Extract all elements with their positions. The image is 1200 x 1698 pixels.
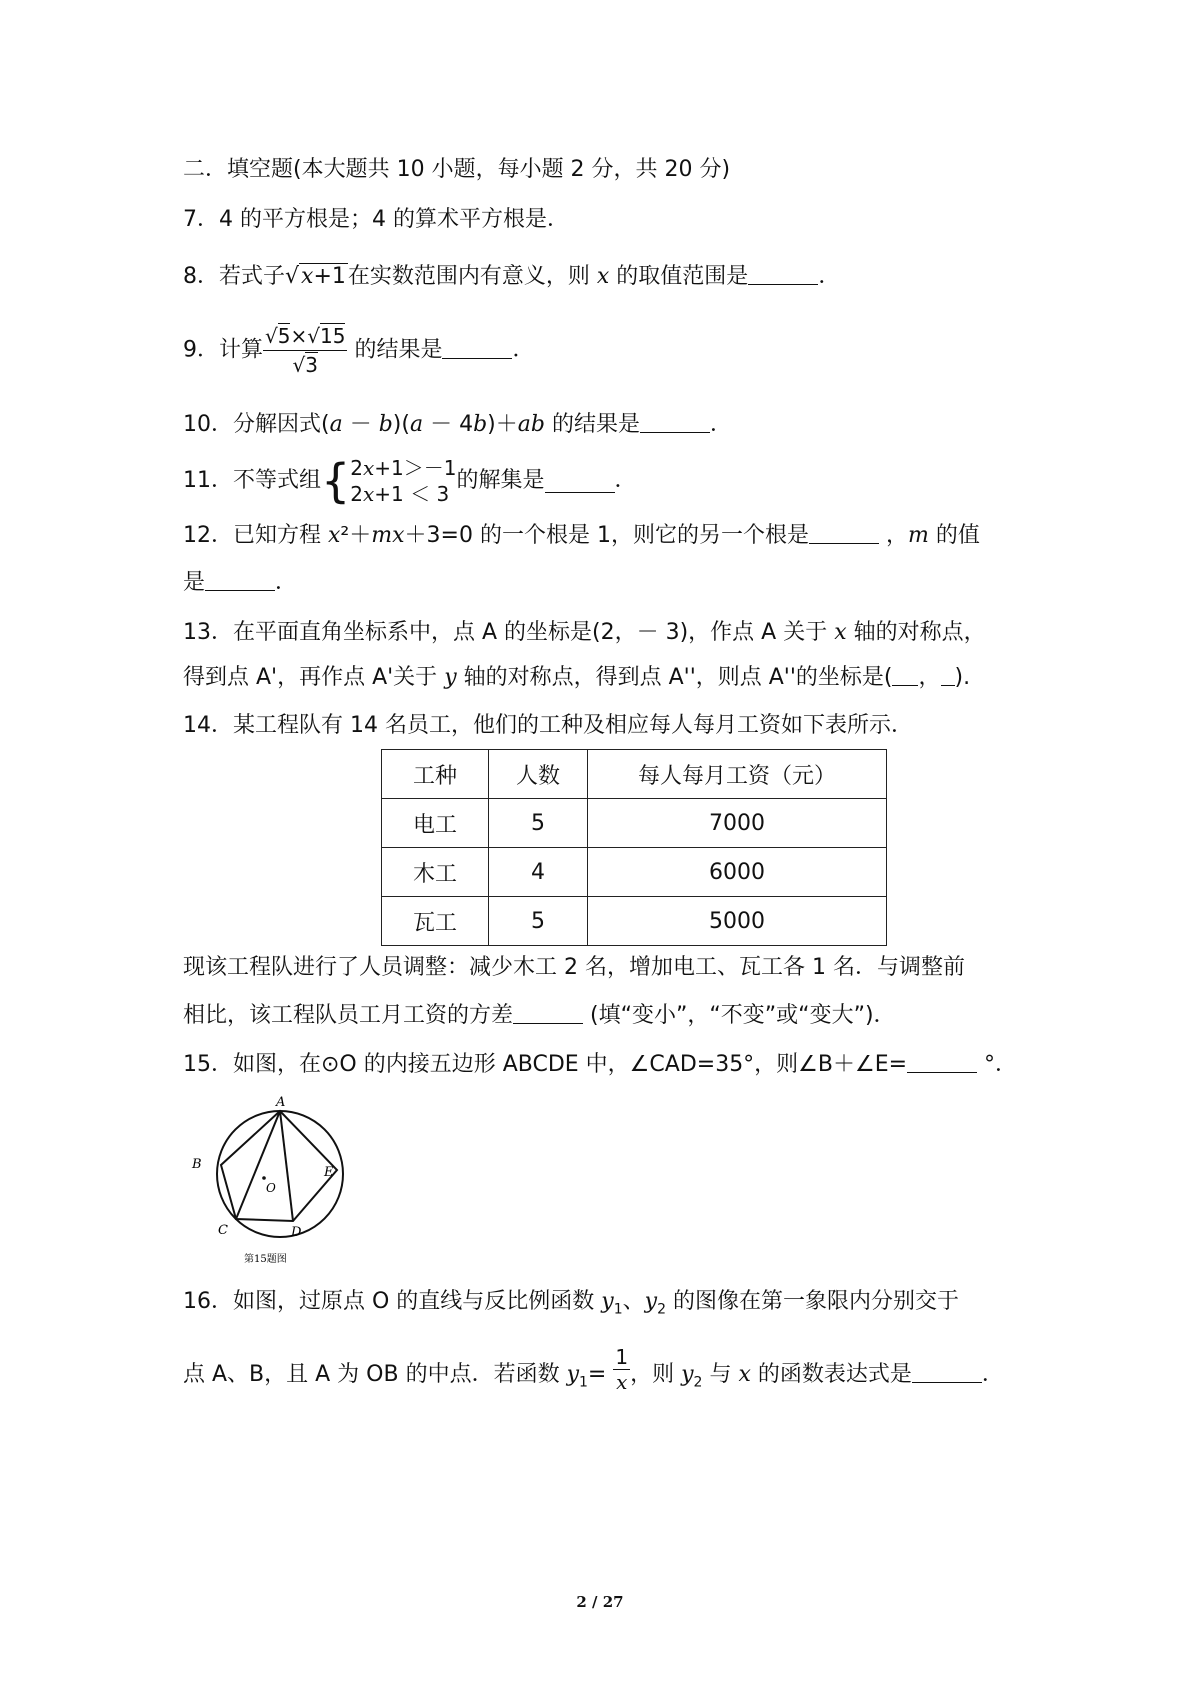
table-cell: 6000 [588,848,887,897]
q11-row-2: 2x+1 ＜ 3 [350,482,450,506]
q9-number: 9．计算 [183,337,263,363]
question-16: 16．如图，过原点 O 的直线与反比例函数 $y_1$、$y_2$ 的图像在第一象限内分别交于 [183,1289,960,1318]
section-title: 二．填空题(本大题共 10 小题，每小题 2 分，共 20 分) [183,157,731,182]
q12-tail: 的值 [928,523,980,548]
q16-answer-blank[interactable] [912,1360,982,1383]
table-header-row [382,750,887,799]
table-cell: 瓦工 [382,897,489,946]
q9-tail: 的结果是 [347,337,443,363]
question-16-line-2: 点 A、B，且 A 为 OB 的中点．若函数 $y_1=$ $\frac{1}{x}$ ，则 $y_2$ 与 x 的函数表达式是 ． [183,1345,1004,1394]
q8-x: x [596,264,610,289]
question-13-line-2: 得到点 A'，再作点 A'关于 y 轴的对称点，得到点 A''，则点 A''的坐标是( ， ). [183,665,971,690]
q9-denominator: √3 [292,353,318,377]
table-header: 工种 [382,750,489,799]
label-e: E [324,1165,334,1180]
q8-mid: 在实数范围内有意义，则 [347,264,597,289]
q10-plus: )＋ [487,412,518,437]
q11-system [350,455,456,507]
q10-a2: a [409,412,424,437]
table-cell: 7000 [588,799,887,848]
label-a: A [276,1095,286,1110]
page-number: 2 / 27 [576,1593,624,1611]
q11-end: ． [614,468,637,493]
label-d: D [291,1225,302,1240]
table-header: 每人每月工资（元） [588,750,887,799]
question-15: 15．如图，在⊙O 的内接五边形 ABCDE 中，∠CAD=35°，则∠B＋∠E= °． [183,1052,1018,1077]
q10-b: b [378,412,393,437]
q10-minus2: － 4 [423,412,474,437]
center-o-point [262,1176,266,1180]
q11-tail: 的解集是 [456,468,545,493]
segment-ad [280,1111,293,1221]
question-14: 14．某工程队有 14 名员工，他们的工种及相应每人每月工资如下表所示． [183,713,913,738]
q12-text: ＋3=0 的一个根是 1，则它的另一个根是 [404,523,809,548]
segment-ac [236,1111,280,1219]
q8-var: x [301,264,314,289]
q10-minus: － [342,412,379,437]
q8-answer-blank[interactable] [748,262,818,285]
q15-answer-blank[interactable] [907,1050,977,1073]
q16-fraction: $\frac{1}{x}$ [615,1345,629,1394]
q8-end: ． [818,264,841,289]
label-c: C [218,1223,228,1238]
wage-table [381,749,887,946]
table-row [382,897,887,946]
table-cell: 5000 [588,897,887,946]
q8-tail: 的取值范围是 [609,264,749,289]
q10-b2: b [473,412,488,437]
question-10 [183,410,732,440]
question-8 [183,262,840,292]
table-row [382,799,887,848]
q10-tail: 的结果是 [544,412,640,437]
figure-caption: 第15题图 [244,1254,287,1265]
q8-sqrt: √x+1 [285,264,346,289]
question-12-line-2: 是 ． [183,570,298,595]
question-14-after-2: 相比，该工程队员工月工资的方差 (填“变小”，“不变”或“变大”)． [183,1003,896,1028]
q10-a: a [329,412,343,437]
q12-number: 12．已知方程 [183,523,328,548]
table-cell: 木工 [382,848,489,897]
q12-answer-blank-1[interactable] [809,521,879,544]
question-14-after-1: 现该工程队进行了人员调整：减少木工 2 名，增加电工、瓦工各 1 名．与调整前 [183,955,965,980]
q14-answer-blank[interactable] [513,1001,583,1024]
q9-answer-blank[interactable] [442,336,512,359]
q11-brace: { [321,454,351,508]
q9-numerator: √5×√15 [263,322,347,351]
q13-answer-blank-x[interactable] [892,663,918,686]
q8-rest: +1 [313,264,346,289]
q10-ab: ab [517,412,545,437]
label-b: B [192,1157,202,1172]
q10-number: 10．分解因式( [183,412,330,437]
question-12: 12．已知方程 x²＋mx＋3=0 的一个根是 1，则它的另一个根是 ，m 的值 [183,523,980,548]
q8-number: 8．若式子 [183,264,285,289]
q9-fraction [263,322,347,379]
q10-end: ． [709,412,732,437]
table-cell: 电工 [382,799,489,848]
question-13: 13．在平面直角坐标系中，点 A 的坐标是(2，－ 3)，作点 A 关于 x 轴的对称点， [183,620,986,645]
q12-answer-blank-2[interactable] [205,568,275,591]
q11-answer-blank[interactable] [545,470,615,493]
q15-figure [180,1090,350,1270]
table-header: 人数 [489,750,588,799]
table-row [382,848,887,897]
q9-end: ． [512,337,535,363]
label-o: O [266,1181,276,1195]
q10-paren: )( [392,412,410,437]
q11-number: 11．不等式组 [183,468,321,493]
table-cell: 4 [489,848,588,897]
table-cell: 5 [489,799,588,848]
q11-row-1: 2x+1＞－1 [350,456,457,480]
question-11 [183,455,637,507]
q10-answer-blank[interactable] [640,410,710,433]
question-9 [183,322,534,379]
question-7: 7．4 的平方根是；4 的算术平方根是． [183,207,569,232]
q13-answer-blank-y[interactable] [941,663,955,686]
table-cell: 5 [489,897,588,946]
